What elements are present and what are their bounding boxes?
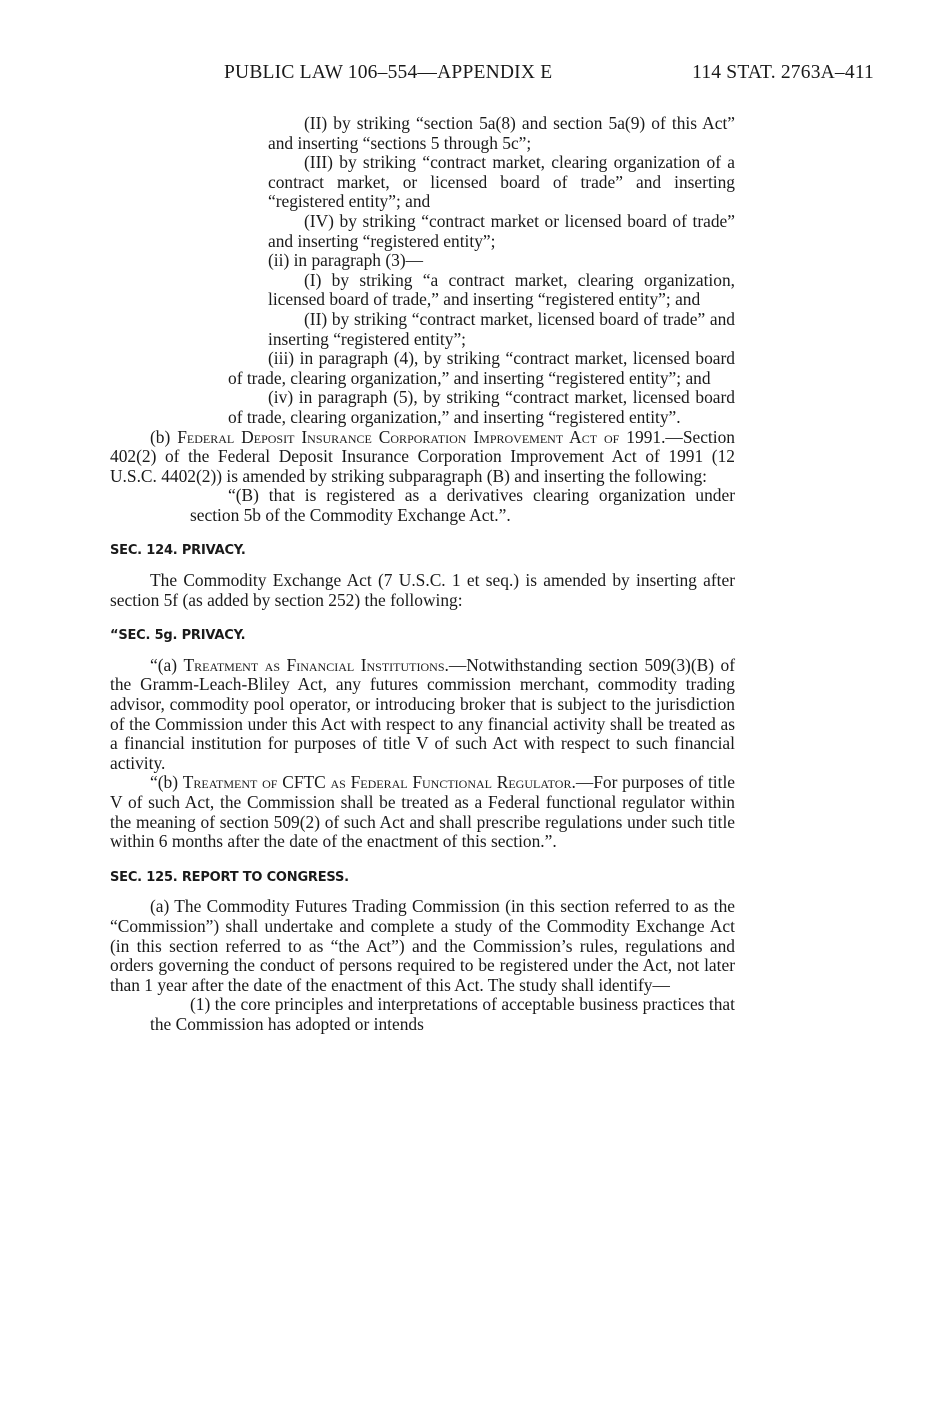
clause-II-b: (II) by striking “contract market, licensed board of trade” and inserting “registered entity”;: [268, 308, 735, 349]
subsection-b-cftc-text: .—For purposes of title V of such Act, the Commission shall be treated as a Federal functional regulator within the meaning of section 509(2) of such Act and shall prescribe regulations under such title within 6 months after the date of the enactment of this section.”.: [110, 772, 735, 852]
subsection-a-text: .—Notwithstanding section 509(3)(B) of the Gramm-Leach-Bliley Act, any futures commission merchant, commodity trading advisor, commodity pool operator, or introducing broker that is subject to the jurisdiction of the Commission under this Act with respect to any financial activity shall be treated as a financial institution for purposes of title V of such Act with respect to such financial activity.: [110, 654, 736, 773]
section-5g-heading: “SEC. 5g. PRIVACY.: [110, 628, 246, 644]
subsection-a-treatment: [110, 656, 735, 774]
clause-II-a: (II) by striking “section 5a(8) and section 5a(9) of this Act” and inserting “sections 5 through 5c”;: [268, 113, 735, 153]
clause-III: (III) by striking “contract market, clearing organization of a contract market, or licensed board of trade” and inserting “registered entity”; and: [268, 152, 735, 212]
subsection-b-cftc-heading: Treatment of CFTC as Federal Functional Regulator: [182, 772, 572, 793]
section-125-item-1: (1) the core principles and interpretations of acceptable business practices that the Commission has adopted or intends: [150, 994, 735, 1034]
clause-iv: (iv) in paragraph (5), by striking “contract market, licensed board of trade, clearing organization,” and inserting “registered entity”.: [228, 387, 735, 427]
running-header: [224, 62, 874, 90]
clause-ii: (ii) in paragraph (3)—: [268, 250, 424, 271]
section-125-a: (a) The Commodity Futures Trading Commission (in this section referred to as the “Commission”) shall undertake and complete a study of the Commodity Exchange Act (in this section referred to as “the Act”) and the Commission’s rules, regulations and orders governing the conduct of persons required to be registered under the Act, not later than 1 year after the date of the enactment of this Act. The study shall identify—: [110, 896, 735, 995]
section-125-heading: SEC. 125. REPORT TO CONGRESS.: [110, 869, 349, 885]
clause-I: (I) by striking “a contract market, clearing organization, licensed board of trade,” and inserting “registered entity”; and: [268, 269, 735, 310]
subsection-b-text: 1991.—Section 402(2) of the Federal Deposit Insurance Corporation Improvement Act of 1991 (12 U.S.C. 4402(2)) is amended by striking subparagraph (B) and inserting the following:: [110, 426, 735, 486]
subsection-b-lead: (b): [150, 426, 178, 447]
header-law-title: PUBLIC LAW 106–554—APPENDIX E: [224, 62, 553, 83]
subsection-a-heading: Treatment as Financial Institutions: [183, 654, 445, 675]
header-stat-page: 114 STAT. 2763A–411: [692, 62, 874, 83]
section-124-text: The Commodity Exchange Act (7 U.S.C. 1 et seq.) is amended by inserting after section 5f (as added by section 252) the following:: [110, 570, 735, 610]
quoted-subparagraph-b: “(B) that is registered as a derivatives clearing organization under section 5b of the Commodity Exchange Act.”.: [190, 485, 735, 525]
subsection-a-lead: “(a): [150, 654, 184, 675]
clause-IV: (IV) by striking “contract market or licensed board of trade” and inserting “registered entity”;: [268, 210, 735, 251]
clause-iii: (iii) in paragraph (4), by striking “contract market, licensed board of trade, clearing organization,” and inserting “registered entity”; and: [228, 348, 735, 388]
subsection-b-cftc-lead: “(b): [150, 772, 183, 793]
subsection-b-fdic: [110, 428, 735, 487]
section-124-heading: SEC. 124. PRIVACY.: [110, 543, 246, 559]
document-body: [110, 114, 735, 1035]
subsection-b-heading: Federal Deposit Insurance Corporation Improvement Act of: [177, 426, 620, 447]
subsection-b-cftc: [110, 773, 735, 851]
